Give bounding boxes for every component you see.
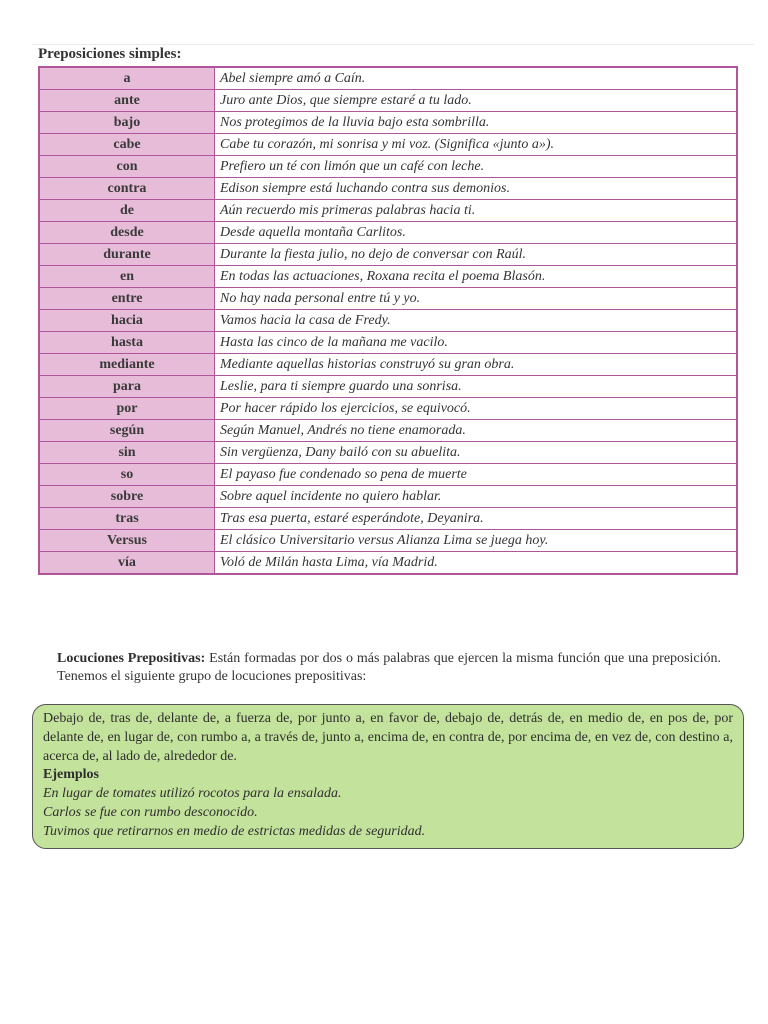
preposition-example: Hasta las cinco de la mañana me vacilo. (215, 332, 738, 354)
preposition-example: Nos protegimos de la lluvia bajo esta sombrilla. (215, 112, 738, 134)
preposition-example: Prefiero un té con limón que un café con leche. (215, 156, 738, 178)
preposition-word: para (39, 376, 215, 398)
preposition-row (39, 552, 737, 575)
preposition-word: en (39, 266, 215, 288)
preposition-example: No hay nada personal entre tú y yo. (215, 288, 738, 310)
preposition-word: bajo (39, 112, 215, 134)
preposition-row (39, 486, 737, 508)
preposition-example: El payaso fue condenado so pena de muerte (215, 464, 738, 486)
preposition-word: hasta (39, 332, 215, 354)
preposition-row (39, 112, 737, 134)
preposition-word: Versus (39, 530, 215, 552)
preposition-row (39, 90, 737, 112)
preposition-word: tras (39, 508, 215, 530)
preposition-word: por (39, 398, 215, 420)
preposition-example: El clásico Universitario versus Alianza Lima se juega hoy. (215, 530, 738, 552)
preposition-word: hacia (39, 310, 215, 332)
preposition-example: Juro ante Dios, que siempre estaré a tu lado. (215, 90, 738, 112)
preposition-word: so (39, 464, 215, 486)
preposition-row (39, 244, 737, 266)
preposition-row (39, 420, 737, 442)
preposition-example: Sin vergüenza, Dany bailó con su abuelita. (215, 442, 738, 464)
preposition-row (39, 222, 737, 244)
example-item: En lugar de tomates utilizó rocotos para la ensalada. (43, 786, 342, 801)
prepositions-table-body (39, 67, 737, 574)
example-item: Carlos se fue con rumbo desconocido. (43, 805, 258, 820)
preposition-word: ante (39, 90, 215, 112)
preposition-word: durante (39, 244, 215, 266)
preposition-row (39, 376, 737, 398)
preposition-example: Por hacer rápido los ejercicios, se equivocó. (215, 398, 738, 420)
preposition-word: con (39, 156, 215, 178)
preposition-example: Desde aquella montaña Carlitos. (215, 222, 738, 244)
preposition-row (39, 310, 737, 332)
preposition-row (39, 530, 737, 552)
preposition-example: Leslie, para ti siempre guardo una sonrisa. (215, 376, 738, 398)
prepositions-table (38, 66, 738, 575)
preposition-word: contra (39, 178, 215, 200)
section-title: Preposiciones simples: (38, 46, 182, 62)
preposition-example: Aún recuerdo mis primeras palabras hacia ti. (215, 200, 738, 222)
preposition-example: Tras esa puerta, estaré esperándote, Deyanira. (215, 508, 738, 530)
preposition-row (39, 200, 737, 222)
example-item: Tuvimos que retirarnos en medio de estrictas medidas de seguridad. (43, 824, 426, 839)
preposition-row (39, 464, 737, 486)
preposition-word: mediante (39, 354, 215, 376)
preposition-example: Sobre aquel incidente no quiero hablar. (215, 486, 738, 508)
preposition-row (39, 332, 737, 354)
preposition-example: Mediante aquellas historias construyó su gran obra. (215, 354, 738, 376)
preposition-example: Voló de Milán hasta Lima, vía Madrid. (215, 552, 738, 575)
locuciones-list: Debajo de, tras de, delante de, a fuerza de, por junto a, en favor de, debajo de, detrás de, en medio de, en pos de, por delante de, en lugar de, con rumbo a, a través de, junto a, encima de, en contra de, por encima de, en vez de, con destino a, acerca de, al lado de, alrededor de. (43, 711, 733, 764)
preposition-row (39, 156, 737, 178)
preposition-word: sobre (39, 486, 215, 508)
examples-title: Ejemplos (43, 767, 99, 782)
preposition-word: sin (39, 442, 215, 464)
preposition-row (39, 508, 737, 530)
preposition-word: según (39, 420, 215, 442)
locuciones-heading: Locuciones Prepositivas: (57, 651, 206, 666)
preposition-row (39, 134, 737, 156)
preposition-row (39, 266, 737, 288)
preposition-example: Durante la fiesta julio, no dejo de conversar con Raúl. (215, 244, 738, 266)
preposition-example: Cabe tu corazón, mi sonrisa y mi voz. (Significa «junto a»). (215, 134, 738, 156)
preposition-word: entre (39, 288, 215, 310)
preposition-row (39, 354, 737, 376)
preposition-word: de (39, 200, 215, 222)
preposition-example: Vamos hacia la casa de Fredy. (215, 310, 738, 332)
top-divider (32, 44, 754, 45)
preposition-example: Abel siempre amó a Caín. (215, 67, 738, 90)
preposition-row (39, 398, 737, 420)
preposition-word: a (39, 67, 215, 90)
preposition-word: vía (39, 552, 215, 575)
preposition-row (39, 288, 737, 310)
preposition-example: Según Manuel, Andrés no tiene enamorada. (215, 420, 738, 442)
preposition-row (39, 442, 737, 464)
preposition-example: Edison siempre está luchando contra sus demonios. (215, 178, 738, 200)
locuciones-intro-text: Están formadas por dos o más palabras que ejercen la misma función que una preposición. Tenemos el siguiente grupo de locuciones prepositivas: (57, 651, 721, 684)
preposition-example: En todas las actuaciones, Roxana recita el poema Blasón. (215, 266, 738, 288)
preposition-row (39, 67, 737, 90)
preposition-word: cabe (39, 134, 215, 156)
locuciones-box (32, 704, 744, 849)
preposition-word: desde (39, 222, 215, 244)
preposition-row (39, 178, 737, 200)
locuciones-intro (57, 650, 721, 686)
